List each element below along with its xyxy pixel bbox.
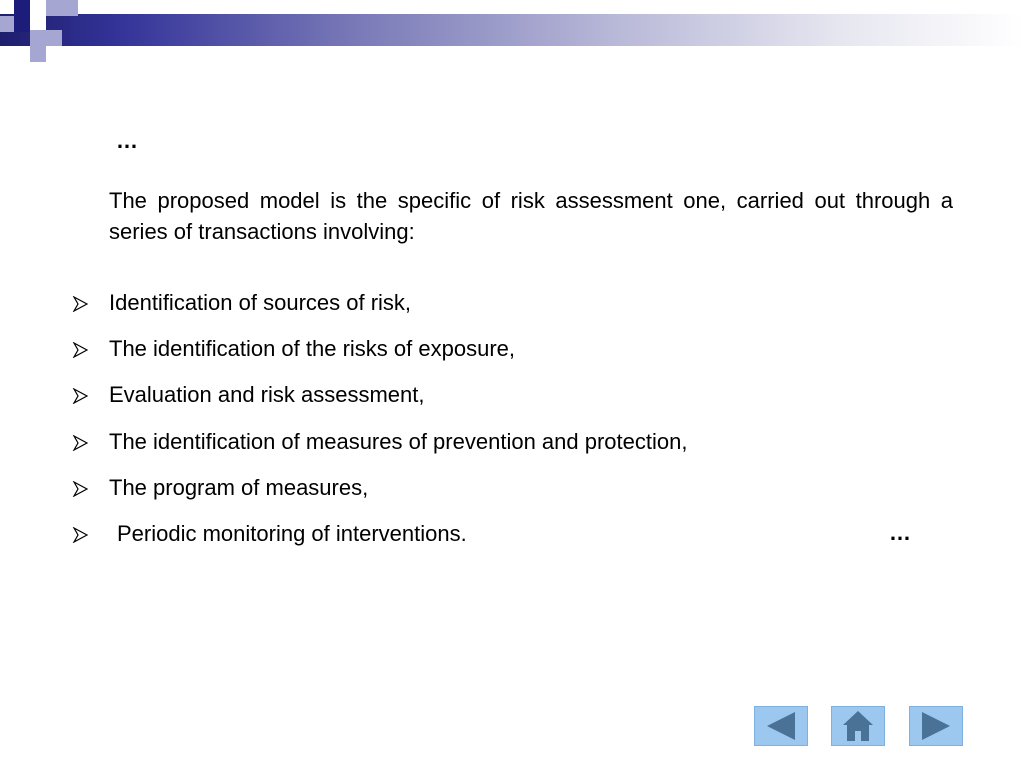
next-arrow-icon	[910, 707, 962, 745]
continuation-ellipsis: …	[889, 520, 912, 545]
header-gradient-bar	[0, 14, 1024, 46]
list-item	[70, 334, 950, 380]
list-item	[70, 519, 950, 565]
arrowhead-bullet-icon	[72, 481, 88, 497]
bullet-list	[70, 288, 950, 565]
list-item	[70, 473, 950, 519]
previous-slide-button[interactable]	[754, 706, 808, 746]
arrowhead-bullet-icon	[72, 342, 88, 358]
list-item	[70, 380, 950, 426]
bullet-text: Evaluation and risk assessment,	[109, 382, 425, 408]
bullet-text: The identification of measures of prevention and protection,	[109, 428, 688, 454]
bullet-text: Periodic monitoring of interventions.	[117, 520, 467, 546]
next-slide-button[interactable]	[909, 706, 963, 746]
previous-arrow-icon	[755, 707, 807, 745]
intro-paragraph: The proposed model is the specific of risk assessment one, carried out through a series of transactions involving:	[109, 188, 953, 244]
list-item	[70, 427, 950, 473]
home-icon	[832, 707, 884, 745]
bullet-text: Identification of sources of risk,	[109, 290, 412, 315]
arrowhead-bullet-icon	[72, 435, 88, 451]
arrowhead-bullet-icon	[72, 527, 88, 543]
home-button[interactable]	[831, 706, 885, 746]
list-item	[70, 288, 950, 334]
arrowhead-bullet-icon	[72, 388, 88, 404]
top-ellipsis: …	[116, 128, 139, 153]
arrowhead-bullet-icon	[72, 296, 88, 312]
bullet-text: The identification of the risks of exposure,	[109, 336, 515, 362]
bullet-text: The program of measures,	[109, 474, 369, 500]
